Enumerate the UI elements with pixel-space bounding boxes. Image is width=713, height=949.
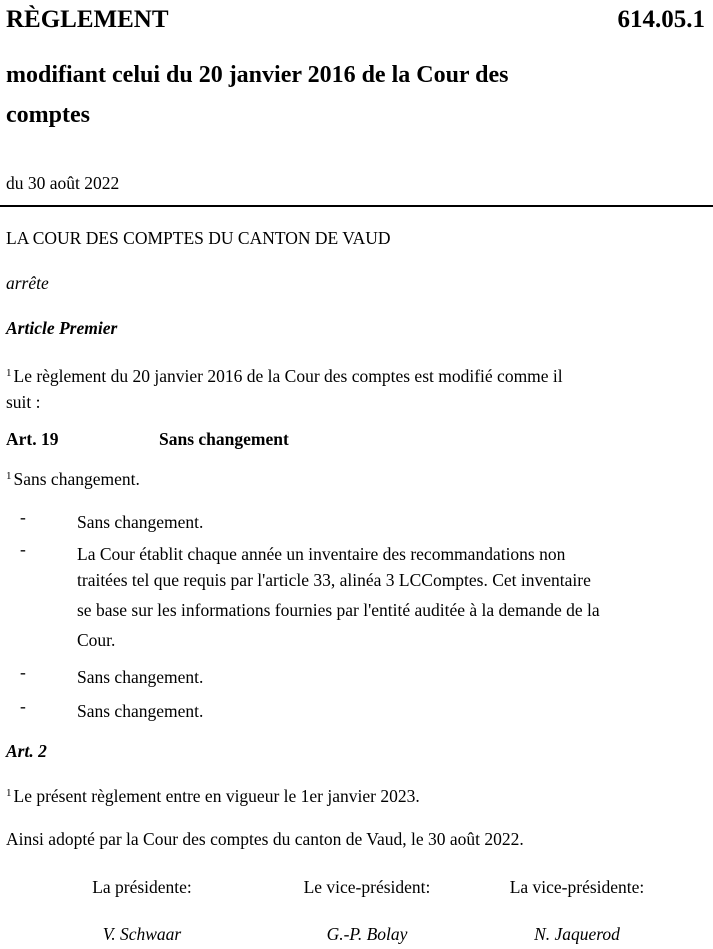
art-19-label: Art. 19 — [6, 429, 59, 449]
document-subtitle-line-2: comptes — [6, 102, 90, 128]
list-item: Sans changement. — [77, 512, 204, 532]
document-date: du 30 août 2022 — [6, 173, 120, 193]
issuer-line: LA COUR DES COMPTES DU CANTON DE VAUD — [6, 228, 391, 248]
list-item: La Cour établit chaque année un inventaire des recommandations non — [77, 544, 566, 564]
signature-name: G.-P. Bolay — [326, 924, 408, 944]
list-bullet: - — [20, 507, 26, 527]
paragraph-number: 1 — [6, 787, 12, 799]
list-bullet: - — [20, 539, 26, 559]
signature-name: N. Jaquerod — [534, 924, 620, 944]
header-divider — [0, 205, 713, 207]
signature-role: La vice-présidente: — [509, 877, 645, 897]
document-type-label: RÈGLEMENT — [6, 6, 169, 33]
signature-role: La présidente: — [92, 877, 192, 897]
list-item: Sans changement. — [77, 701, 204, 721]
decree-word: arrête — [6, 273, 49, 293]
article-premier-paragraph-line-1 — [6, 366, 563, 387]
paragraph-text: Le présent règlement entre en vigueur le 1er janvier 2023. — [13, 786, 420, 806]
list-item: Sans changement. — [77, 667, 204, 687]
list-bullet: - — [20, 662, 26, 682]
list-item-continuation: se base sur les informations fournies par l'entité auditée à la demande de la — [77, 600, 600, 620]
article-premier-heading: Article Premier — [6, 318, 118, 338]
list-item-continuation: traitées tel que requis par l'article 33, alinéa 3 LCComptes. Cet inventaire — [77, 570, 591, 590]
adoption-statement: Ainsi adopté par la Cour des comptes du canton de Vaud, le 30 août 2022. — [6, 829, 524, 849]
article-premier-paragraph-line-2: suit : — [6, 392, 41, 412]
art-2-paragraph — [6, 786, 420, 807]
document-number: 614.05.1 — [617, 6, 705, 33]
signature-name: V. Schwaar — [102, 924, 182, 944]
art-19-title: Sans changement — [159, 429, 289, 449]
signature-role: Le vice-président: — [303, 877, 431, 897]
art-2-heading: Art. 2 — [6, 741, 47, 761]
paragraph-number: 1 — [6, 470, 12, 482]
paragraph-text: Le règlement du 20 janvier 2016 de la Cour des comptes est modifié comme il — [13, 366, 563, 386]
paragraph-number: 1 — [6, 367, 12, 379]
list-bullet: - — [20, 696, 26, 716]
document-subtitle-line-1: modifiant celui du 20 janvier 2016 de la Cour des — [6, 62, 509, 88]
paragraph-text: Sans changement. — [13, 469, 140, 489]
art-19-paragraph — [6, 469, 140, 490]
list-item-continuation: Cour. — [77, 630, 116, 650]
